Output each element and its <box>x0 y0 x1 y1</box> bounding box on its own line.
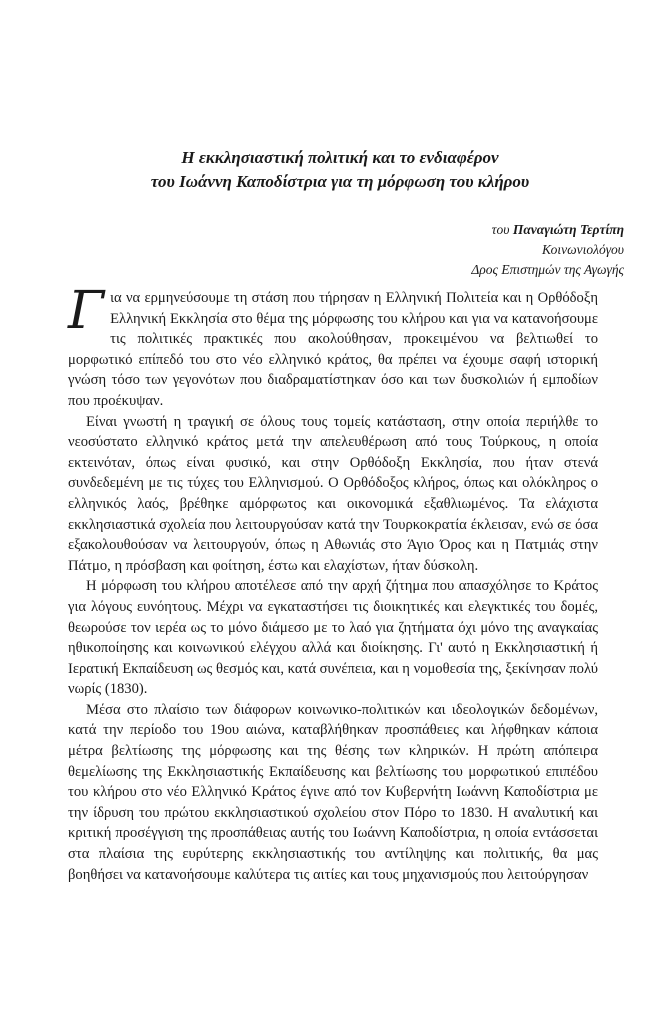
author-role: Κοινωνιολόγου <box>542 242 624 257</box>
byline-author <box>492 220 624 240</box>
author-name: Παναγιώτη Τερτίπη <box>512 222 624 237</box>
paragraph-1-text: ια να ερμηνεύσουμε τη στάση που τήρησαν η Ελληνική Πολιτεία και η Ορθόδοξη Ελληνική Εκκλησία στο θέμα της μόρφωσης του κλήρου και για να κατανοήσουμε τις πολιτικές πρακτικές που ακολούθησαν, προκειμένου να βελτιωθεί το μορφωτικό επίπεδό του στο νέο ελληνικό κράτος, θα πρέπει να έχουμε σαφή ιστορική γνώση τόσο των γεγονότων που διαδραματίστηκαν όσο και των δυσκολιών ή εμποδίων που προέκυψαν. <box>68 290 598 409</box>
paragraph-4: Μέσα στο πλαίσιο των διάφορων κοινωνικο-πολιτικών και ιδεολογικών δεδομένων, κατά την περίοδο του 19ου αιώνα, καταβλήθηκαν προσπάθειες και λήφθηκαν κάποια μέτρα βελτίωσης της μόρφωσης και της θέσης των κληρικών. Η πρώτη απόπειρα θεμελίωσης της Εκκλησιαστικής Εκπαίδευσης και βελτίωσης του μορφωτικού επιπέδου του κλήρου στο νέο Ελληνικό Κράτος έγινε από τον Κυβερνήτη Ιωάννη Καποδίστρια με την ίδρυση του πρώτου εκκλησιαστικού σχολείου στον Πόρο το 1830. Η αναλυτική και κριτική προσέγγιση της προσπάθειας αυτής του Ιωάννη Καποδίστρια, η οποία εντάσσεται στα πλαίσια της ευρύτερης εκκλησιαστικής του αντίληψης και πολιτικής, θα μας βοηθήσει να κατανοήσουμε καλύτερα τις αιτίες και τους μηχανισμούς που λειτούργησαν <box>68 701 598 883</box>
article-title-line-1: Η εκκλησιαστική πολιτική και το ενδιαφέρον <box>181 148 499 167</box>
article-body <box>68 281 598 885</box>
paragraph-3: Η μόρφωση του κλήρου αποτέλεσε από την αρχή ζήτημα που απασχόλησε το Κράτος για λόγους ευνόητους. Μέχρι να εγκαταστήσει τις διοικητικές και ελεγκτικές του δομές, θεωρούσε τον ιερέα ως το μόνο διάμεσο με το λαό για ζητήματα όχι μόνο της αναγκαίας ηθικοποίησης και κοινωνικού ελέγχου αλλά και διοίκησης. Γι' αυτό η Εκκλησιαστική ή Ιερατική Εκπαίδευση ως θεσμός και, κατά συνέπεια, και η νομοθεσία της, ξεκίνησαν πολύ νωρίς (1830). <box>68 578 598 698</box>
paragraph-2: Είναι γνωστή η τραγική σε όλους τους τομείς κατάσταση, στην οποία περιήλθε το νεοσύστατο ελληνικό κράτος μετά την απελευθέρωση από τους Τούρκους, η οποία εκτεινόταν, όπως είναι φυσικό, και στην Ορθόδοξη Εκκλησία, που ήταν στενά συνδεδεμένη με τις τύχες του Ελληνισμού. Ο Ορθόδοξος κλήρος, όπως και ολόκληρος ο ελληνικός λαός, βρέθηκε αμόρφωτος και οικονομικά εξαθλιωμένος. Τα ελάχιστα εκκλησιαστικά σχολεία που λειτουργούσαν κατά την Τουρκοκρατία έκλεισαν, ενώ σε όσα εξακολουθούσαν να λειτουργούν, όπως η Αθωνιάς στο Άγιο Όρος και η Πατμιάς στην Πάτμο, η πρόσβαση και φοίτηση, έστω και ελαχίστων, ήταν δύσκολη. <box>68 413 598 574</box>
paragraph-1 <box>68 281 598 412</box>
drop-cap: Γ <box>68 281 105 341</box>
author-degree: Δρος Επιστημών της Αγωγής <box>471 262 624 277</box>
article-title-line-2: του Ιωάννη Καποδίστρια για τη μόρφωση του κλήρου <box>150 172 530 191</box>
byline-prefix: του <box>491 222 513 237</box>
